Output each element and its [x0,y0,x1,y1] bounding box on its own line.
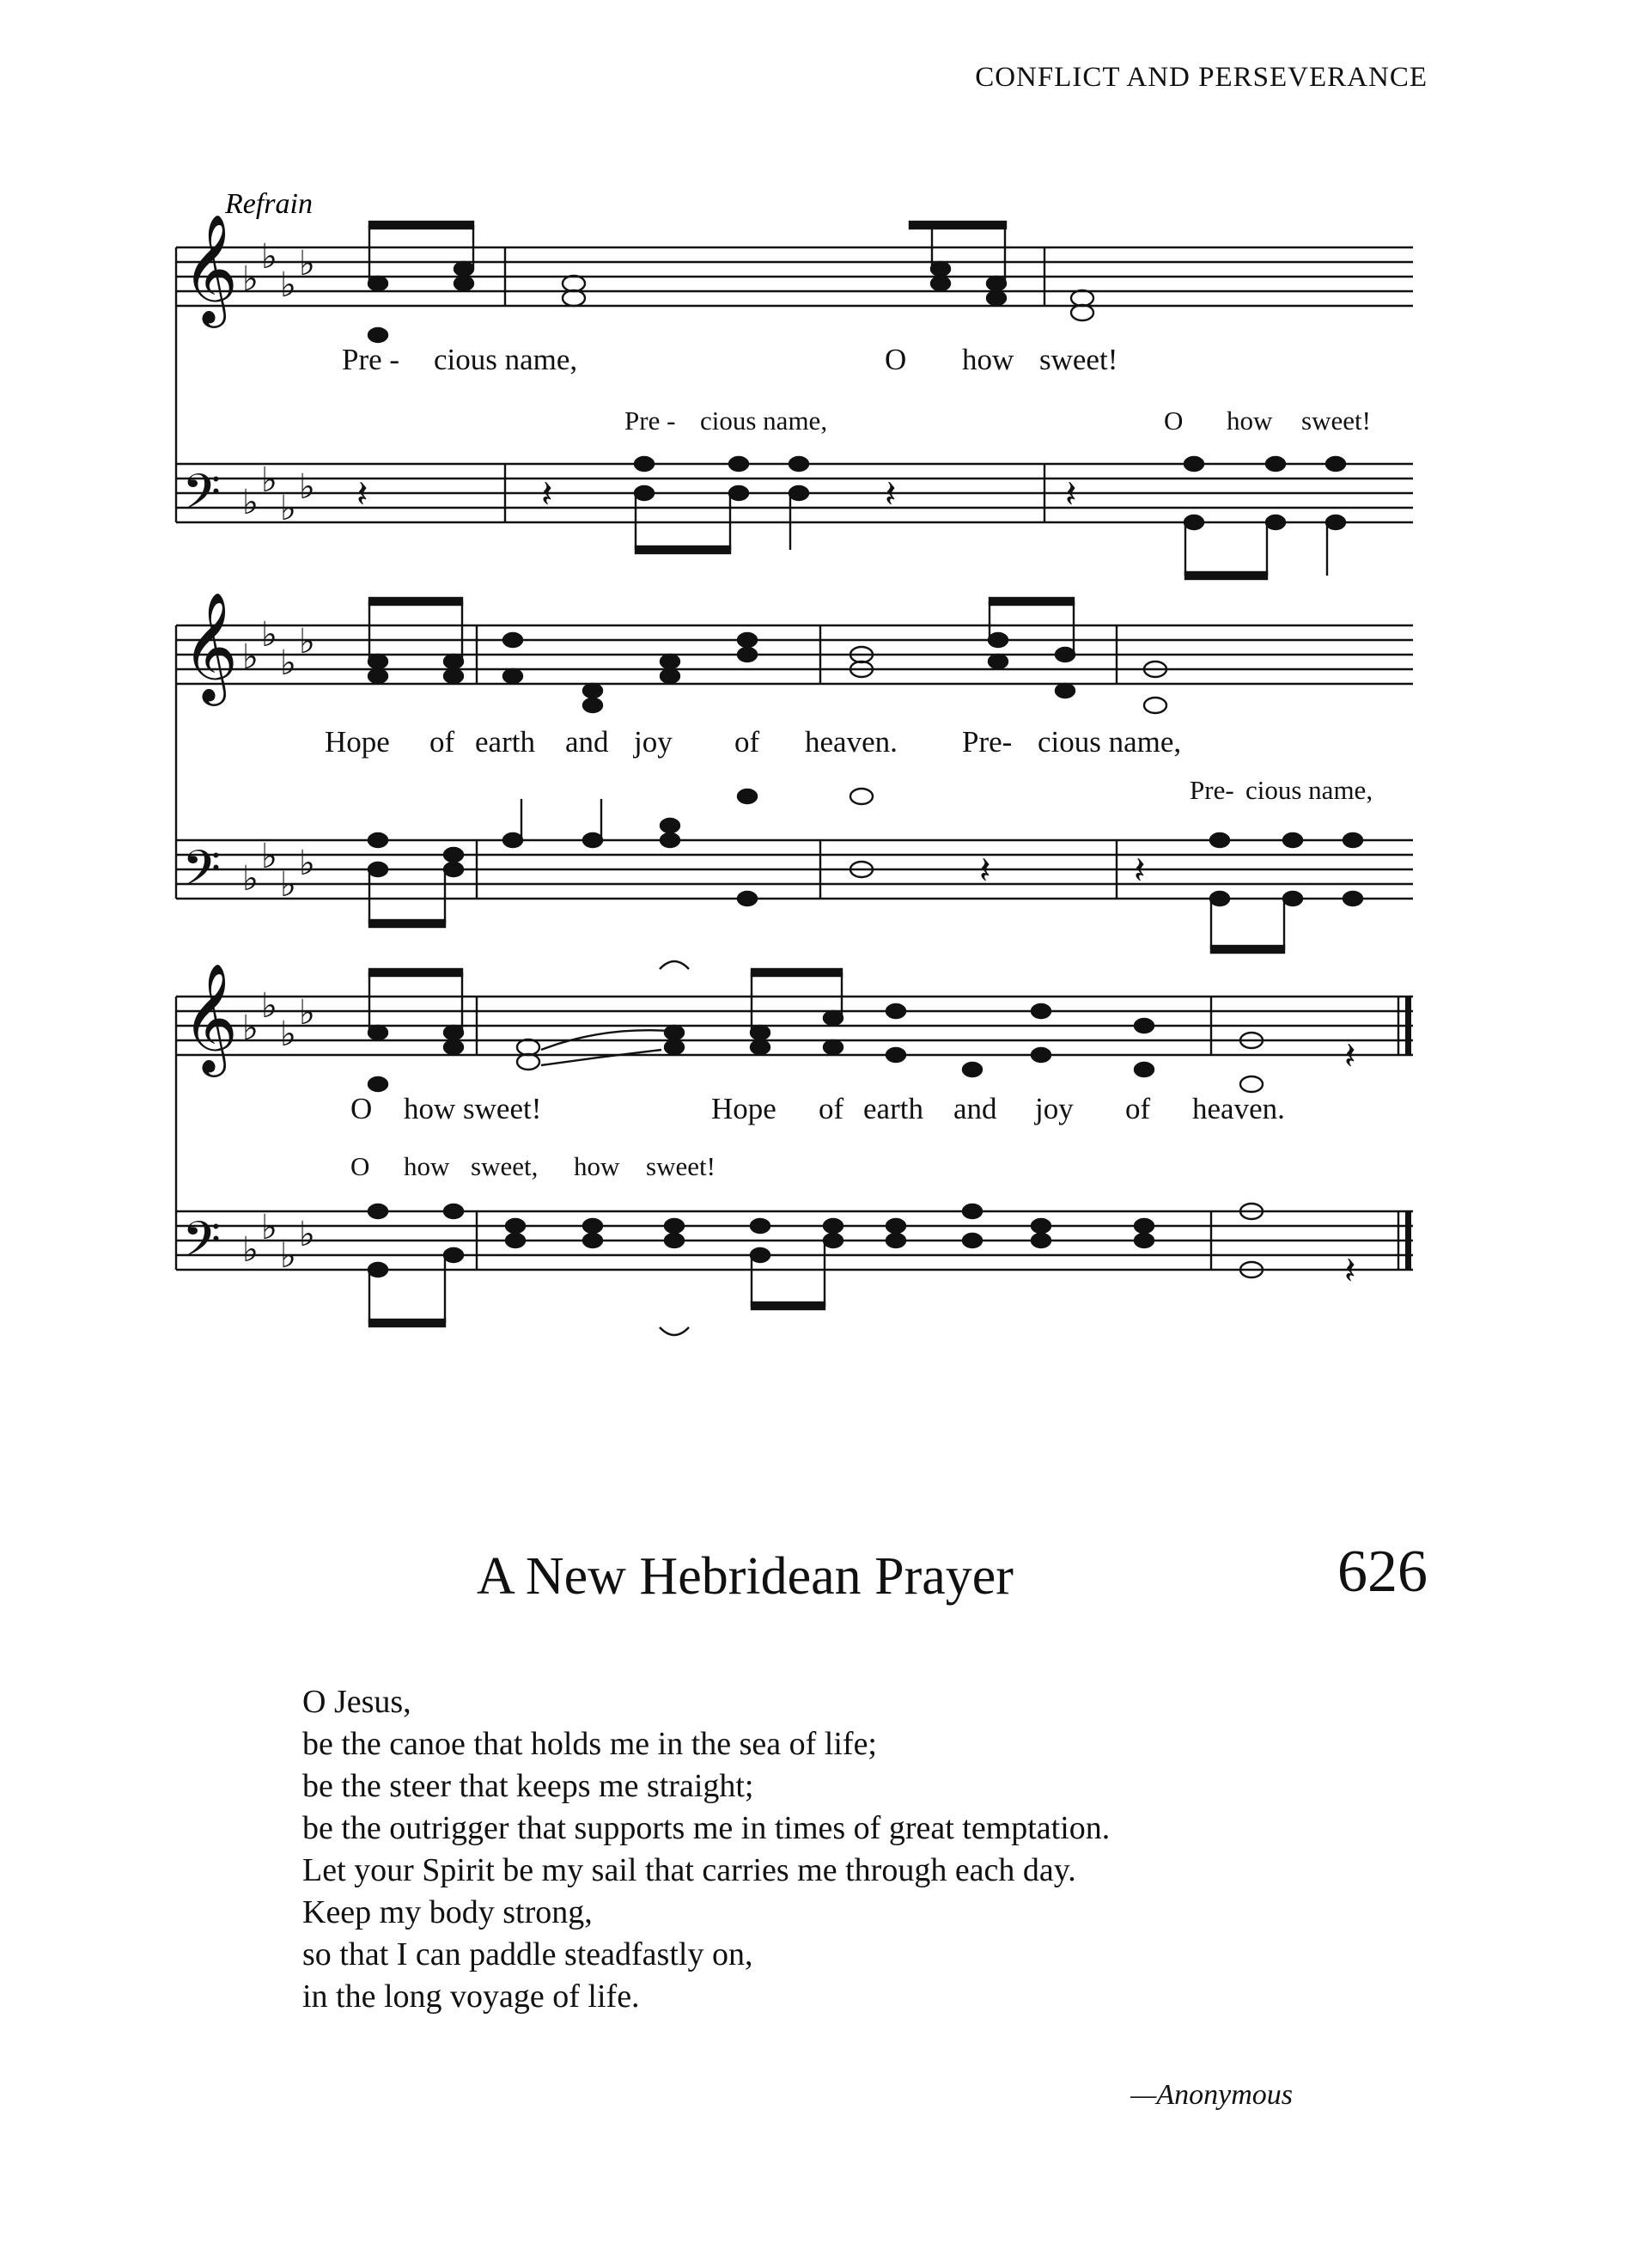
svg-text:how: how [962,343,1014,376]
prayer-line: in the long voyage of life. [302,1978,640,2015]
svg-text:Hope: Hope [711,1092,776,1125]
bass-clef-icon: 𝄢 [182,1214,222,1280]
svg-text:how sweet!: how sweet! [404,1092,542,1125]
svg-text:sweet!: sweet! [1301,405,1371,436]
treble-clef-icon: 𝄞 [182,966,239,1070]
svg-text:𝄽: 𝄽 [1344,1250,1356,1292]
svg-text:♭: ♭ [261,615,277,654]
prayer-line: be the canoe that holds me in the sea of life; [302,1726,877,1762]
svg-text:how: how [404,1151,450,1181]
svg-text:𝄽: 𝄽 [885,473,897,515]
svg-text:♭: ♭ [299,467,315,506]
attribution: —Anonymous [1130,2079,1293,2111]
svg-text:♭: ♭ [242,483,259,521]
fermata-icon [660,961,689,969]
svg-text:♭: ♭ [242,1230,259,1269]
svg-text:♭: ♭ [261,237,277,276]
svg-text:♭: ♭ [261,986,277,1025]
rests-system-2 [979,850,1145,892]
svg-text:♭: ♭ [261,1208,277,1247]
reading-title: A New Hebridean Prayer [477,1547,1014,1606]
prayer-line: be the steer that keeps me straight; [302,1768,754,1804]
svg-text:𝄽: 𝄽 [1134,850,1146,892]
staff-bass-3 [176,1211,1413,1270]
svg-text:♭: ♭ [242,259,259,298]
svg-text:of: of [1125,1092,1151,1125]
svg-text:Pre -: Pre - [624,405,676,436]
treble-clef-icon: 𝄞 [182,216,239,321]
svg-text:♭: ♭ [280,489,296,527]
svg-text:cious name,: cious name, [1038,725,1182,759]
svg-text:O: O [350,1092,373,1125]
lyrics-system-3-soprano [350,1092,1285,1125]
lyrics-system-2-bass [1190,775,1373,805]
prayer-line: be the outrigger that supports me in times of great temptation. [302,1810,1111,1846]
lyrics-system-3-bass [350,1151,716,1181]
svg-text:♭: ♭ [261,837,277,875]
svg-text:♭: ♭ [299,844,315,882]
svg-text:joy: joy [1035,1092,1074,1125]
svg-text:𝄽: 𝄽 [1344,1035,1356,1077]
svg-text:𝄽: 𝄽 [1065,473,1077,515]
svg-text:heaven.: heaven. [805,725,898,759]
svg-text:♭: ♭ [280,1015,296,1053]
svg-text:cious name,: cious name, [700,405,828,436]
svg-text:of: of [819,1092,844,1125]
notes-system-1 [368,222,1345,579]
staff-treble-1 [176,247,1413,306]
svg-text:cious name,: cious name, [434,343,578,376]
svg-text:of: of [734,725,760,759]
lyrics-system-1-soprano [342,343,1117,376]
svg-text:𝄽: 𝄽 [979,850,991,892]
bass-clef-icon: 𝄢 [182,466,222,533]
svg-text:♭: ♭ [280,265,296,304]
svg-text:of: of [429,725,455,759]
svg-text:sweet!: sweet! [646,1151,716,1181]
svg-text:𝄽: 𝄽 [356,473,368,515]
reading-number: 626 [1337,1539,1428,1605]
staff-treble-2 [176,625,1413,684]
svg-text:♭: ♭ [299,244,315,283]
notes-system-3 [368,961,1263,1335]
staff-bass-2 [176,840,1413,899]
svg-text:how: how [1227,405,1273,436]
svg-text:and: and [565,725,609,759]
fermata-icon [660,1327,689,1335]
key-signature-flats [242,237,315,1275]
lyrics-system-1-bass [624,405,1371,436]
svg-text:♭: ♭ [299,622,315,661]
svg-text:and: and [953,1092,997,1125]
prayer-line: Keep my body strong, [302,1894,593,1930]
svg-text:joy: joy [634,725,673,759]
lyrics-system-2-soprano [325,725,1181,759]
prayer-text [302,1681,1110,2018]
svg-text:♭: ♭ [280,1236,296,1275]
svg-text:♭: ♭ [242,1009,259,1047]
svg-text:sweet!: sweet! [1039,343,1118,376]
svg-text:O: O [1164,405,1184,436]
svg-text:Pre-: Pre- [1190,775,1234,805]
svg-text:sweet,: sweet, [471,1151,539,1181]
svg-text:♭: ♭ [242,859,259,898]
treble-clef-icon: 𝄞 [182,594,239,699]
bass-clef-icon: 𝄢 [182,843,222,909]
svg-text:cious name,: cious name, [1245,775,1373,805]
svg-text:earth: earth [863,1092,923,1125]
svg-text:♭: ♭ [299,1215,315,1253]
svg-text:♭: ♭ [242,637,259,676]
svg-text:Pre-: Pre- [962,725,1013,759]
staff-treble-3 [176,997,1413,1055]
rests-system-3 [1344,1035,1355,1292]
svg-text:O: O [885,343,907,376]
svg-text:♭: ♭ [299,993,315,1032]
rests-system-1 [356,473,1076,515]
svg-text:O: O [350,1151,370,1181]
section-header: CONFLICT AND PERSEVERANCE [975,62,1428,93]
svg-text:♭: ♭ [280,643,296,682]
prayer-line: O Jesus, [302,1684,411,1720]
svg-text:Pre -: Pre - [342,343,400,376]
prayer-line: so that I can paddle steadfastly on, [302,1936,753,1972]
svg-text:earth: earth [475,725,535,759]
section-label: Refrain [225,188,313,220]
svg-text:Hope: Hope [325,725,390,759]
svg-text:♭: ♭ [261,460,277,499]
svg-text:♭: ♭ [280,865,296,904]
prayer-line: Let your Spirit be my sail that carries me through each day. [302,1852,1076,1888]
svg-text:how: how [574,1151,620,1181]
svg-text:heaven.: heaven. [1192,1092,1285,1125]
svg-text:𝄽: 𝄽 [541,473,553,515]
